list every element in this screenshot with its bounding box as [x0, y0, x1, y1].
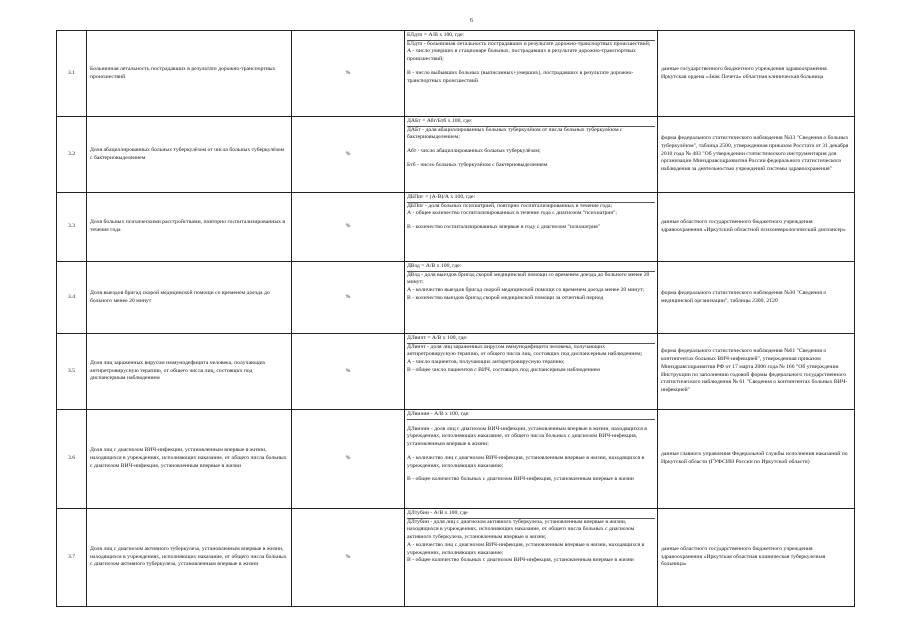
formula-line: ДЛвичт - доля лиц зараженных вирусом иммунодефицита человека, получающих антиретровирусную терапию, от общего числа лиц, состоящих под диспансерным наблюдением; — [407, 343, 643, 358]
formula-cell — [405, 410, 658, 509]
indicator-name: Доля лиц с диагнозом ВИЧ-инфекции, установленным впервые в жизни, находящихся в учреждениях, исполняющих наказание, от общего числа больных с диагнозом ВИЧ-инфекция, установленным впервые в жизни — [87, 410, 292, 509]
formula-line: А - число пациентов, получающих антиретровирусную терапию; — [407, 359, 565, 366]
formula-line: ДАБт - доля абациллированных больных туберкулёзом от числа больных туберкулёзом с бактериовыделением; — [407, 126, 623, 141]
formula-line: ДБПпг = (А-В)/А х 100, где: — [407, 194, 655, 203]
indicator-name: Больничная летальность пострадавших в результате дорожно-транспортных происшествий — [87, 31, 292, 117]
table-row — [57, 509, 855, 607]
row-number: 3.3 — [57, 193, 87, 262]
formula-line: В - общее количество больных с диагнозом ВИЧ-инфекция, установленным впервые в жизни — [407, 476, 634, 483]
source-cell: форма федерального статистического наблюдения №61 "Сведения о контингентах больных ВИЧ-инфекцией", утвержденная приказом Минздравсоцразвития РФ от 17 марта 2006 года № 166 "Об утверждении Инструкции по заполнению годовой формы федерального государственного статистического наблюдения № 61 "Сведения о контингентах больных ВИЧ-инфекцией" — [658, 334, 855, 410]
indicator-name: Доля выездов бригад скорой медицинской помощи со временем доезда до больного менее 20 минут — [87, 262, 292, 334]
source-cell: данные областного государственного бюджетного учреждения здравоохранения «Иркутский областной психоневрологический диспансер» — [658, 193, 855, 262]
indicator-name: Доля больных психическими расстройствами, повторно госпитализированных в течение года — [87, 193, 292, 262]
formula-line: ДБПпг - доля больных психиатрией, повторно госпитализированных в течение года; — [407, 202, 613, 209]
table-row — [57, 117, 855, 193]
table-row — [57, 334, 855, 410]
formula-line: А - число умерших в стационаре больных, пострадавших в результате дорожно-транспортных происшествий; — [407, 48, 636, 63]
source-cell: форма федерального статистического наблюдения №30 "Сведения о медицинской организации", таблицы 2300, 2120 — [658, 262, 855, 334]
formula-cell — [405, 509, 658, 607]
formula-line: ДЛвичт = А/В х 100, где: — [407, 335, 655, 344]
formula-line: В - число выбывших больных (выписанных+умерших), пострадавших в результате дорожно-транспортных происшествий — [407, 69, 634, 84]
unit-cell: % — [292, 193, 405, 262]
source-cell: данные главного управления Федеральной службы исполнения наказаний по Иркутской области (ГУФСИН России по Иркутской области) — [658, 410, 855, 509]
formula-line: А - количество выездов бригад скорой медицинской помощи со временем доезда менее 20 минут; — [407, 287, 645, 294]
formula-line: ДЛвичин - А/В х 100, где: — [407, 411, 655, 420]
unit-cell: % — [292, 509, 405, 607]
row-number: 3.4 — [57, 262, 87, 334]
formula-cell — [405, 262, 658, 334]
formula-cell — [405, 31, 658, 117]
indicator-name: Доля лиц с диагнозом активного туберкулеза, установленным впервые в жизни, находящихся в учреждениях, исполняющих наказание, от общего числа больных с диагнозом активного туберкулеза, установленным впервые в жизни — [87, 509, 292, 607]
table-row — [57, 410, 855, 509]
indicator-name: Доля абациллированных больных туберкулёзом от числа больных туберкулёзом с бактериовыделением — [87, 117, 292, 193]
row-number: 3.7 — [57, 509, 87, 607]
indicator-name: Доля лиц зараженных вирусом иммунодефицита человека, получающих антиретровирусную терапию, от общего числа лиц, состоящих под диспансерным наблюдением — [87, 334, 292, 410]
formula-line: А - количество лиц с диагнозом ВИЧ-инфекция, установленным впервые в жизни, находящихся в учреждениях, исполняющих наказание; — [407, 454, 645, 469]
table-row — [57, 31, 855, 117]
row-number: 3.1 — [57, 31, 87, 117]
unit-cell: % — [292, 117, 405, 193]
unit-cell: % — [292, 334, 405, 410]
formula-cell — [405, 117, 658, 193]
row-number: 3.5 — [57, 334, 87, 410]
indicators-table — [56, 30, 855, 607]
source-cell: данные областного государственного бюджетного учреждения здравоохранения «Иркутская областная клиническая туберкулезная больница» — [658, 509, 855, 607]
row-number: 3.2 — [57, 117, 87, 193]
page-number: 6 — [470, 18, 473, 24]
formula-line: А - количество лиц с диагнозом ВИЧ-инфекция, установленным впервые в жизни, находящихся в учреждениях, исполняющих наказание; — [407, 541, 645, 556]
formula-line: В - количество выездов бригад скорой медицинской помощи за отчетный период — [407, 294, 604, 301]
formula-cell — [405, 334, 658, 410]
formula-line: ДВзд = А/В х 100, где: — [407, 263, 655, 272]
row-number: 3.6 — [57, 410, 87, 509]
formula-line: В - общее число пациентов с ВИЧ, состоящих под диспансерным наблюдением — [407, 366, 600, 373]
formula-line: ДЛтубин - А/В х 100, где — [407, 510, 655, 519]
source-cell: форма федерального статистического наблюдения №33 "Сведения о больных туберкулёзом", таблица 2500, утвержденная приказом Росстата от 31 декабря 2010 года № 483 "Об утверждении статистического инструментария для организации Минздравсоцразвития России федерального статистического наблюдения за деятельностью учреждений системы здравоохранения" — [658, 117, 855, 193]
formula-line: ДВзд - доля выездов бригад скорой медицинской помощи со временем доезда до больного менее 20 минут; — [407, 271, 650, 286]
formula-cell — [405, 193, 658, 262]
table-row — [57, 262, 855, 334]
formula-line: Бтб - число больных туберкулёзом с бактериовыделением — [407, 161, 548, 168]
formula-line: ДЛтубин - доля лиц с диагнозом активного туберкулеза, установленным впервые в жизни, находящихся в учреждениях, исполняющих наказание, от общего числа больных с диагнозом активного туберкулеза, установленным впервые в жизни; — [407, 518, 635, 541]
formula-line: ДЛвичин - доля лиц с диагнозом ВИЧ-инфекции, установленным впервые в жизни, находящихся в учреждениях, исполняющих наказание, от общего числа больных с диагнозом ВИЧ-инфекция, установленным впервые в жизни; — [407, 425, 647, 448]
formula-line: БЛдтп - больничная летальность пострадавших в результате дорожно-транспортных происшествий; — [407, 40, 651, 47]
formula-line: БЛдтп = А/В х 100, где: — [407, 32, 655, 41]
unit-cell: % — [292, 262, 405, 334]
unit-cell: % — [292, 410, 405, 509]
formula-line: В - количество госпитализированных впервые в году с диагнозом "психиатрия" — [407, 224, 601, 231]
formula-line: ДАБт = Абт/Бтб х 100, где: — [407, 118, 655, 127]
table-row — [57, 193, 855, 262]
source-cell: данные государственного бюджетного учреждения здравоохранения Иркутская ордена «Знак Почета» областная клиническая больница — [658, 31, 855, 117]
formula-line: В - общее количество больных с диагнозом ВИЧ-инфекция, установленным впервые в жизни — [407, 557, 634, 564]
formula-line: А - общее количество госпитализированных в течение года с диагнозом "психиатрия"; — [407, 210, 617, 217]
unit-cell: % — [292, 31, 405, 117]
formula-line: Абт - число абациллированных больных туберкулёзом; — [407, 148, 541, 155]
